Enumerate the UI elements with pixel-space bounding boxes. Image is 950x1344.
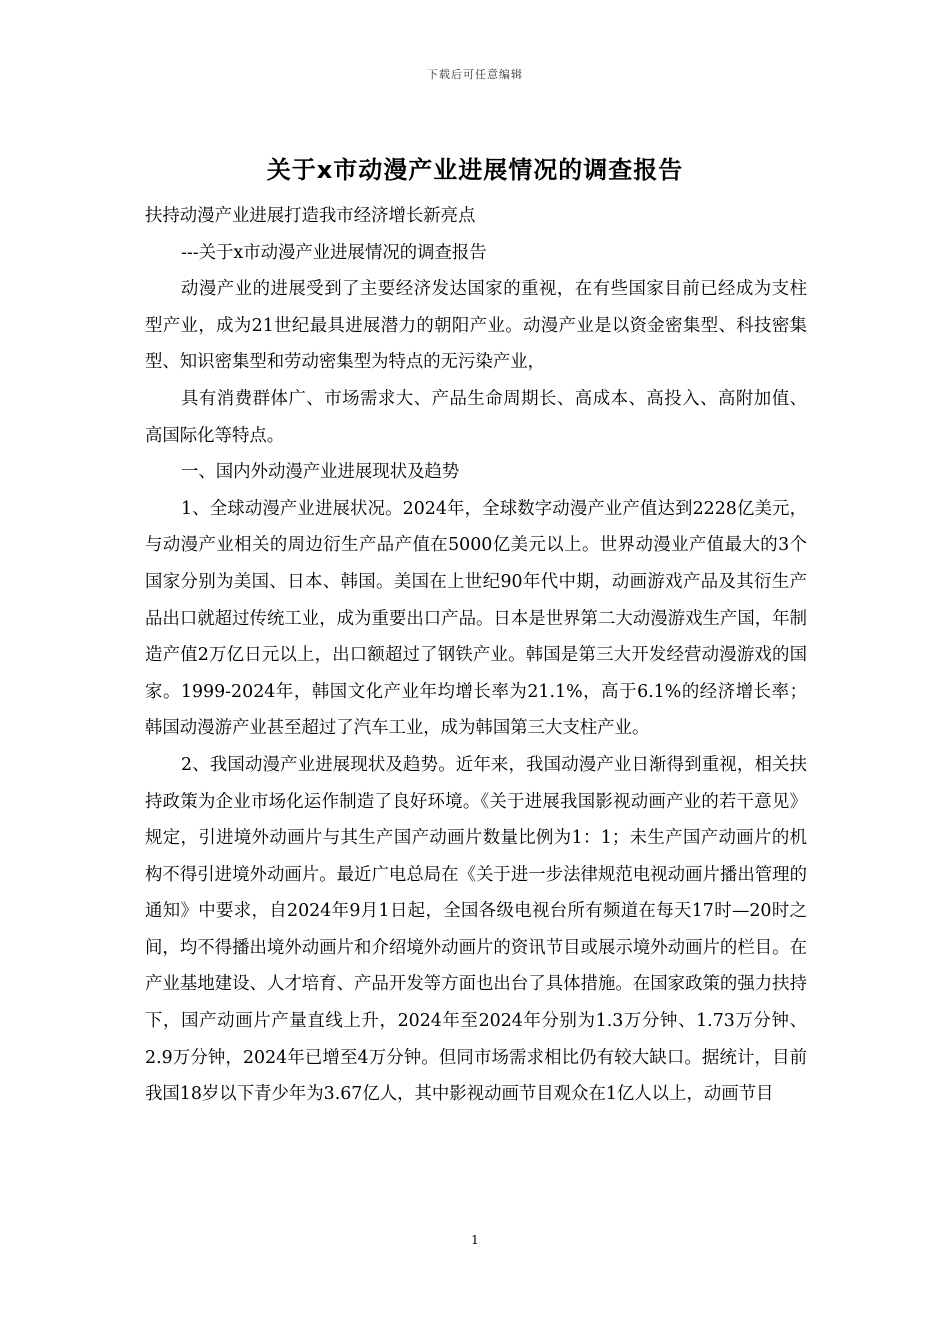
paragraph: 动漫产业的进展受到了主要经济发达国家的重视，在有些国家目前已经成为支柱型产业，成为21世纪最具进展潜力的朝阳产业。动漫产业是以资金密集型、科技密集型、知识密集型和劳动密集型为特点的无污染产业，	[145, 279, 807, 373]
document-title: 关于x市动漫产业进展情况的调查报告	[266, 156, 684, 184]
paragraph: 2、我国动漫产业进展现状及趋势。近年来，我国动漫产业日渐得到重视，相关扶持政策为企业市场化运作制造了良好环境。《关于进展我国影视动画产业的若干意见》规定，引进境外动画片与其生产国产动画片数量比例为1：1；未生产国产动画片的机构不得引进境外动画片。最近广电总局在《关于进一步法律规范电视动画片播出管理的通知》中要求，自2024年9月1日起，全国各级电视台所有频道在每天17时—20时之间，均不得播出境外动画片和介绍境外动画片的资讯节目或展示境外动画片的栏目。在产业基地建设、人才培育、产品开发等方面也出台了具体措施。在国家政策的强力扶持下，国产动画片产量直线上升，2024年至2024年分别为1.3万分钟、1.73万分钟、2.9万分钟，2024年已增至4万分钟。但同市场需求相比仍有较大缺口。据统计，目前我国18岁以下青少年为3.67亿人，其中影视动画节目观众在1亿人以上，动画节目	[145, 754, 807, 1105]
paragraph: 具有消费群体广、市场需求大、产品生命周期长、高成本、高投入、高附加值、高国际化等特点。	[145, 388, 807, 446]
subtitle-line: 扶持动漫产业进展打造我市经济增长新亮点	[145, 206, 476, 226]
header-note: 下载后可任意编辑	[427, 68, 523, 81]
subtitle-dash-line: ---关于x市动漫产业进展情况的调查报告	[181, 242, 487, 263]
paragraph: 1、全球动漫产业进展状况。2024年，全球数字动漫产业产值达到2228亿美元，与动漫产业相关的周边衍生产品产值在5000亿美元以上。世界动漫业产值最大的3个国家分别为美国、日本、韩国。美国在上世纪90年代中期，动画游戏产品及其衍生产品出口就超过传统工业，成为重要出口产品。日本是世界第二大动漫游戏生产国，年制造产值2万亿日元以上，出口额超过了钢铁产业。韩国是第三大开发经营动漫游戏的国家。1999-2024年，韩国文化产业年均增长率为21.1%，高于6.1%的经济增长率；韩国动漫游产业甚至超过了汽车工业，成为韩国第三大支柱产业。	[145, 498, 807, 739]
page-number: 1	[471, 1233, 479, 1247]
document-body	[145, 198, 807, 1113]
section-heading: 一、国内外动漫产业进展现状及趋势	[181, 462, 460, 483]
